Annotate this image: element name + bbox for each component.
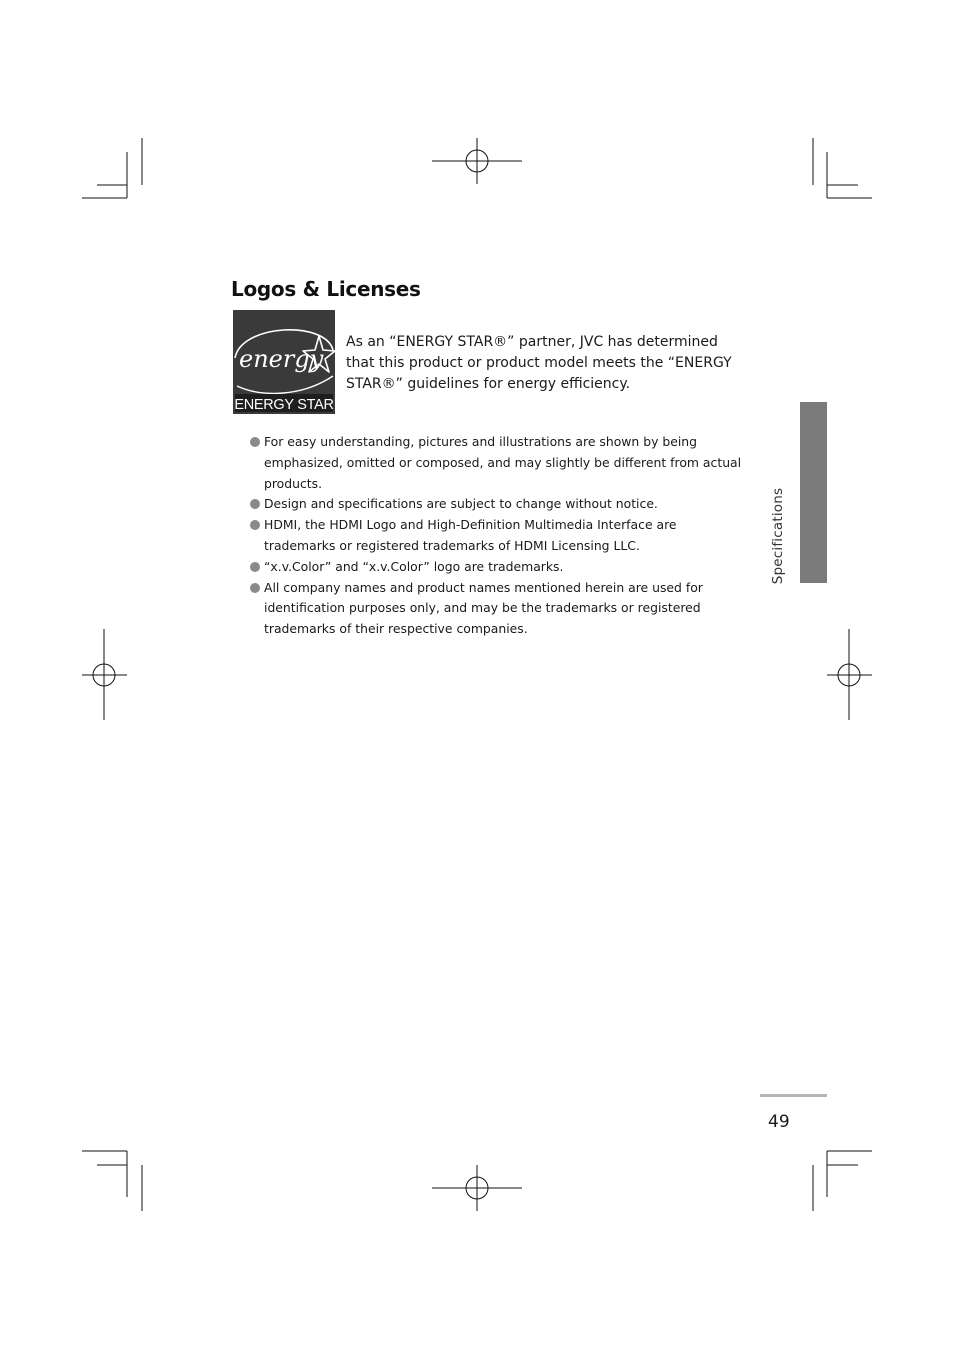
page-number: 49 xyxy=(768,1112,790,1132)
bullet-icon xyxy=(250,520,260,530)
note-text: For easy understanding, pictures and illustrations are shown by being emphasized, omitted or composed, and may slightly be different from actual products. xyxy=(264,434,742,491)
section-title: Logos & Licenses xyxy=(231,277,421,301)
bullet-icon xyxy=(250,583,260,593)
note-text: Design and specifications are subject to change without notice. xyxy=(264,496,658,512)
page-rule xyxy=(760,1094,827,1097)
bullet-icon xyxy=(250,437,260,447)
list-item xyxy=(248,515,744,557)
list-item xyxy=(248,494,744,515)
note-text: “x.v.Color” and “x.v.Color” logo are trademarks. xyxy=(264,558,564,574)
notes-list xyxy=(248,432,744,640)
section-tab xyxy=(800,402,827,583)
energy-star-logo xyxy=(233,310,335,414)
energy-star-label: ENERGY STAR xyxy=(234,397,334,413)
energy-star-statement: As an “ENERGY STAR®” partner, JVC has determined that this product or product model meets the “ENERGY STAR®” guidelines for energy efficiency. xyxy=(346,334,732,392)
list-item xyxy=(248,432,744,494)
list-item xyxy=(248,557,744,578)
bullet-icon xyxy=(250,499,260,509)
note-text: HDMI, the HDMI Logo and High-Definition Multimedia Interface are trademarks or registered trademarks of HDMI Licensing LLC. xyxy=(264,517,677,553)
note-text: All company names and product names mentioned herein are used for identification purposes only, and may be the trademarks or registered trademarks of their respective companies. xyxy=(264,579,703,637)
bullet-icon xyxy=(250,562,260,572)
energy-script-text: energy xyxy=(239,345,324,373)
list-item xyxy=(248,578,744,640)
